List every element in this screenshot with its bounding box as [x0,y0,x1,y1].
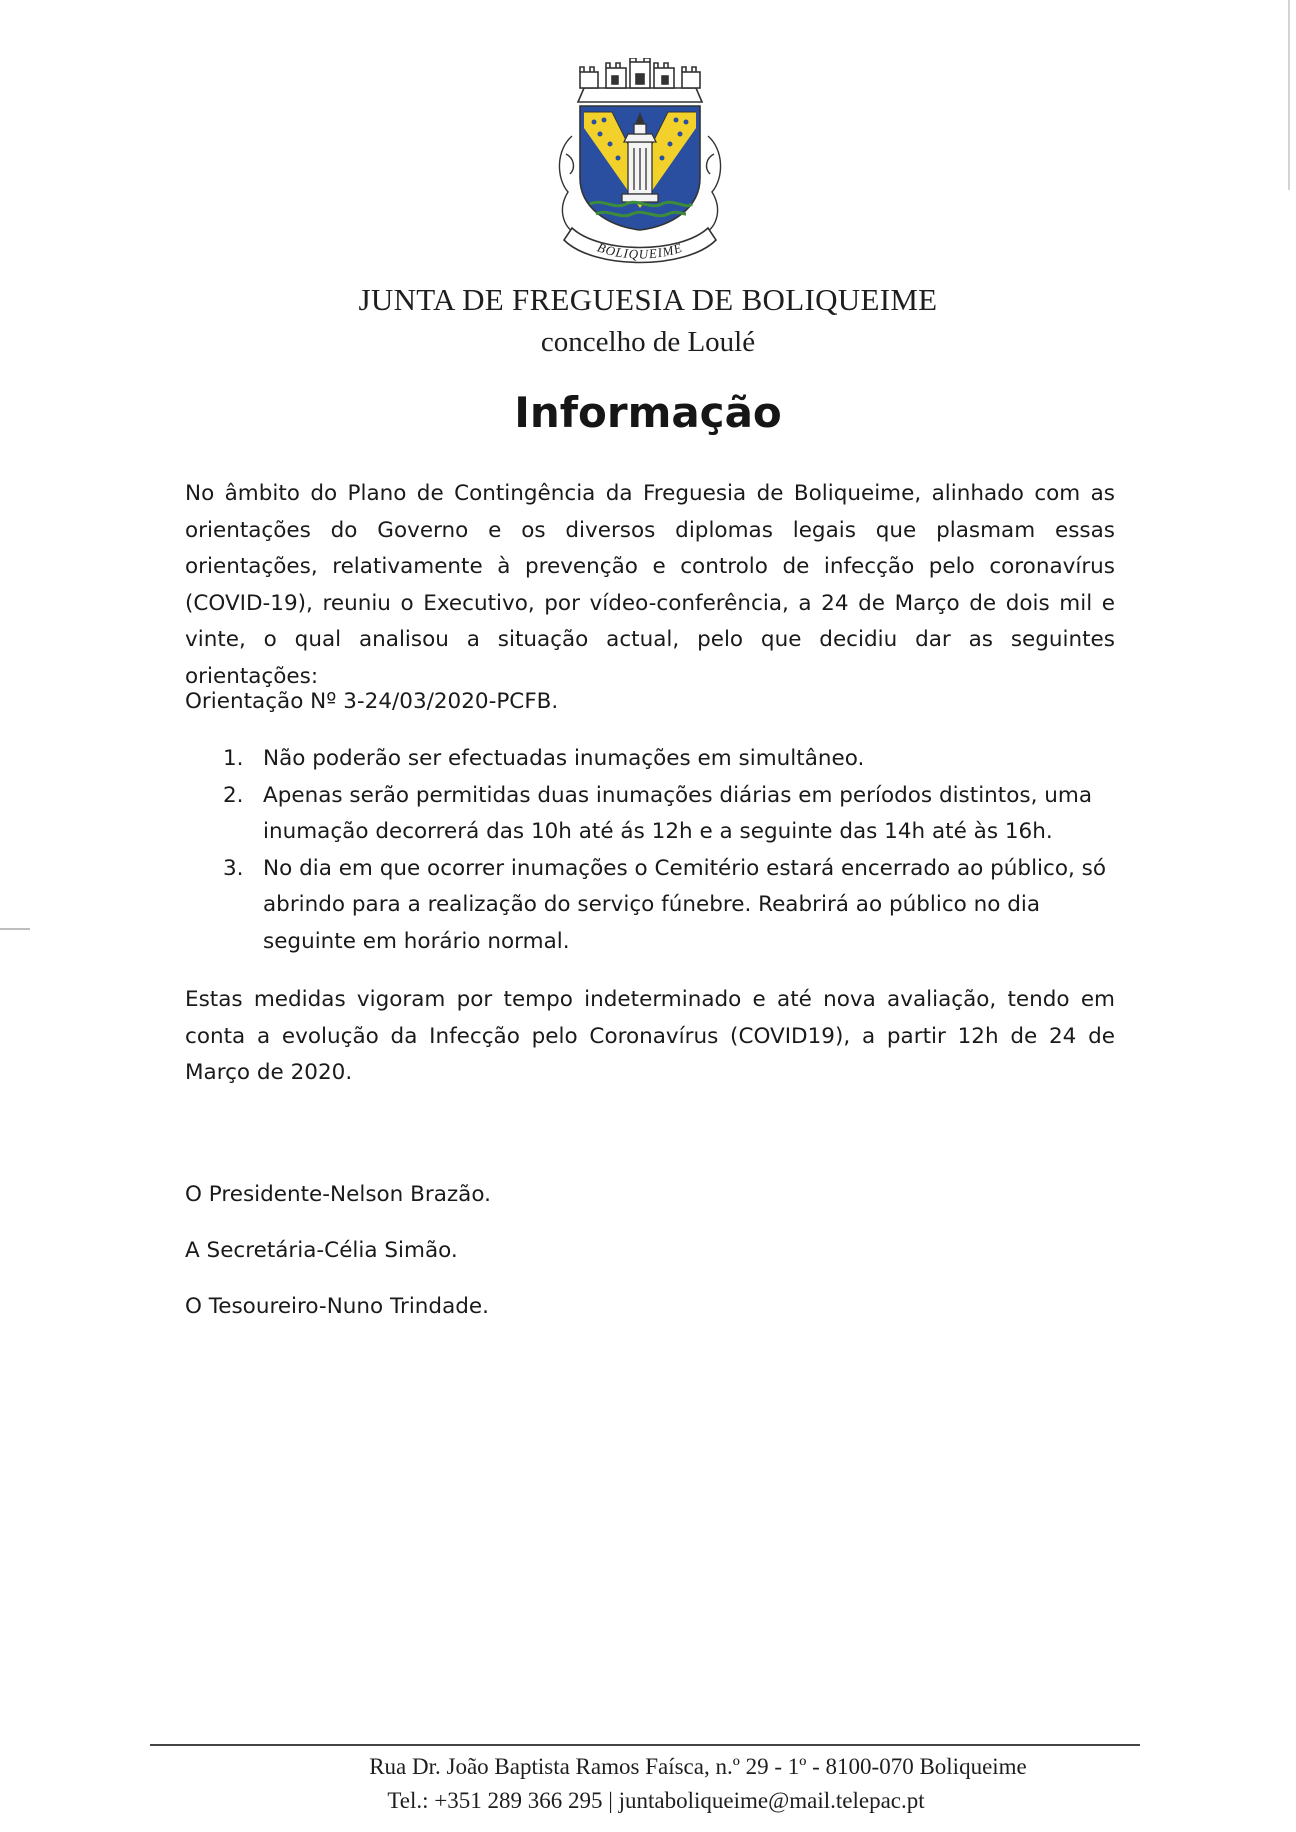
scan-edge-mark [1288,0,1290,190]
signature-treasurer: O Tesoureiro-Nuno Trindade. [185,1294,489,1319]
signature-president: O Presidente-Nelson Brazão. [185,1182,491,1207]
list-item-number: 2. [223,782,244,808]
shield [580,106,700,230]
list-item-text: Não poderão ser efectuadas inumações em simultâneo. [263,746,865,771]
list-item [185,741,1115,778]
mural-crown [578,58,702,102]
signature-secretary: A Secretária-Célia Simão. [185,1238,458,1263]
coat-of-arms-icon [550,58,730,273]
scan-tick-mark [0,928,30,930]
list-item-number: 1. [223,746,244,771]
intro-paragraph: No âmbito do Plano de Contingência da Freguesia de Boliqueime, alinhado com as orientações do Governo e os diversos diplomas legais que plasmam essas orientações, relativamente à prevenção e controlo de infecção pelo coronavírus (COVID-19), reuniu o Executivo, por vídeo-conferência, a 24 de Março de dois mil e vinte, o qual analisou a situação actual, pelo que decidiu dar as seguintes orientações: [185,481,1115,689]
crest-motto: BOLIQUEIME [595,239,685,262]
footer-address: Rua Dr. João Baptista Ramos Faísca, n.º 29 - 1º - 8100-070 Boliqueime [369,1754,1027,1779]
list-item [185,851,1115,961]
municipality-subtitle: concelho de Loulé [540,326,756,358]
list-item-number: 3. [223,855,244,881]
closing-paragraph: Estas medidas vigoram por tempo indeterminado e até nova avaliação, tendo em conta a evolução da Infecção pelo Coronavírus (COVID19), a partir 12h de 24 de Março de 2020. [185,987,1115,1085]
list-item-text: Apenas serão permitidas duas inumações diárias em períodos distintos, uma inumação decorrerá das 10h até ás 12h e a seguinte das 14h até às 16h. [263,782,1092,844]
orientation-reference: Orientação Nº 3-24/03/2020-PCFB. [185,689,559,714]
motto-ribbon [564,228,716,263]
list-item-text: No dia em que ocorrer inumações o Cemitério estará encerrado ao público, só abrindo para a realização do serviço fúnebre. Reabrirá ao público no dia seguinte em horário normal. [263,855,1107,954]
document-title: Informação [514,388,782,437]
organization-name: JUNTA DE FREGUESIA DE BOLIQUEIME [358,282,938,317]
footer-divider [150,1744,1140,1746]
list-item [185,778,1115,851]
footer-contact: Tel.: +351 289 366 295 | juntaboliqueime@mail.telepac.pt [387,1788,925,1813]
orientation-list [185,741,1115,960]
